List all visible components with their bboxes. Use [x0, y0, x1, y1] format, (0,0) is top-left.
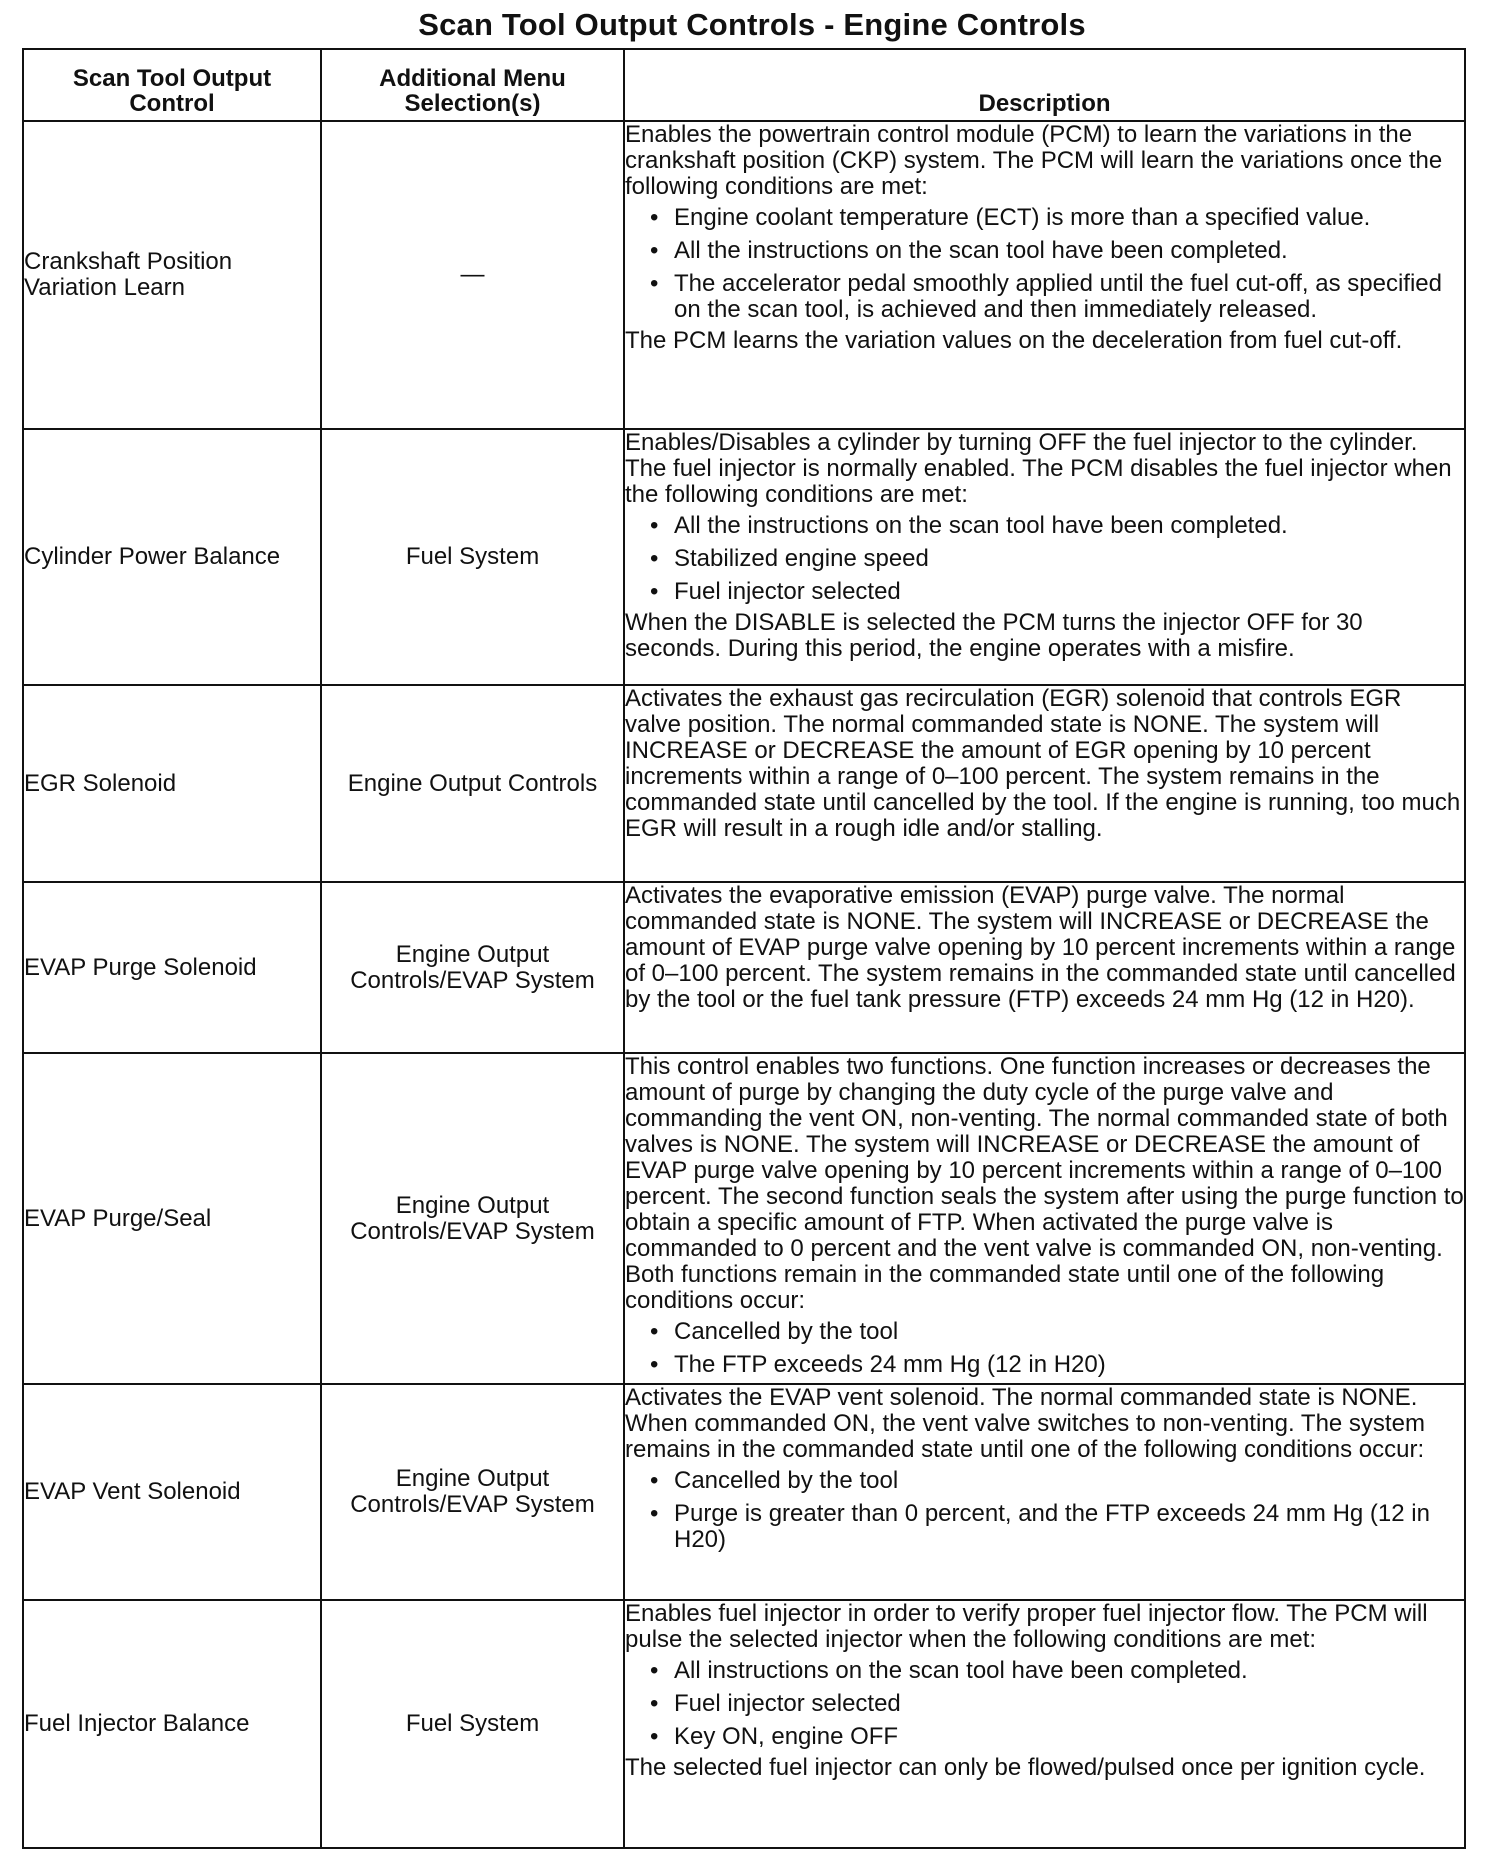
column-header-description: Description: [624, 49, 1465, 121]
menu-selection-cell: Engine Output Controls/EVAP System: [321, 1384, 624, 1600]
description-note: When the DISABLE is selected the PCM turns the injector OFF for 30 seconds. During this period, the engine operates with a misfire.: [625, 609, 1363, 662]
table-row: [23, 121, 1465, 429]
condition-list: [625, 513, 1464, 605]
description-cell: [624, 1384, 1465, 1600]
page-title: Scan Tool Output Controls - Engine Controls: [418, 7, 1086, 42]
control-name-cell: EVAP Purge Solenoid: [23, 882, 321, 1053]
description-cell: [624, 882, 1465, 1053]
description-text: Enables fuel injector in order to verify proper fuel injector flow. The PCM will pulse the selected injector when the following conditions are met:: [625, 1600, 1428, 1653]
list-item: • All the instructions on the scan tool have been completed.: [650, 513, 1464, 539]
control-name-cell: Fuel Injector Balance: [23, 1600, 321, 1848]
output-controls-table: [22, 48, 1466, 1849]
table-row: [23, 685, 1465, 882]
condition-list: [625, 1658, 1464, 1750]
list-item: • All instructions on the scan tool have been completed.: [650, 1658, 1464, 1684]
control-name-cell: EGR Solenoid: [23, 685, 321, 882]
condition-list: [625, 1319, 1464, 1378]
column-header-control: Scan Tool Output Control: [23, 49, 321, 121]
description-text: Activates the exhaust gas recirculation (EGR) solenoid that controls EGR valve position. The normal commanded state is NONE. The system will INCREASE or DECREASE the amount of EGR opening by 10 percent increments within a range of 0–100 percent. The system remains in the commanded state until cancelled by the tool. If the engine is running, too much EGR will result in a rough idle and/or stalling.: [625, 685, 1461, 842]
list-item: • Purge is greater than 0 percent, and the FTP exceeds 24 mm Hg (12 in H20): [650, 1501, 1464, 1553]
description-text: Enables the powertrain control module (PCM) to learn the variations in the crankshaft position (CKP) system. The PCM will learn the variations once the following conditions are met:: [625, 121, 1443, 200]
condition-list: [625, 205, 1464, 323]
table-row: [23, 1384, 1465, 1600]
description-note: The PCM learns the variation values on the deceleration from fuel cut-off.: [625, 327, 1403, 354]
condition-list: [625, 1468, 1464, 1553]
table-row: [23, 1600, 1465, 1848]
list-item: • Stabilized engine speed: [650, 546, 1464, 572]
menu-selection-cell: Engine Output Controls/EVAP System: [321, 1053, 624, 1384]
menu-selection-cell: Engine Output Controls/EVAP System: [321, 882, 624, 1053]
description-note: The selected fuel injector can only be flowed/pulsed once per ignition cycle.: [625, 1754, 1426, 1781]
description-text: Activates the EVAP vent solenoid. The normal commanded state is NONE. When commanded ON, the vent valve switches to non-venting. The system remains in the commanded state until one of the following conditions occur:: [625, 1384, 1425, 1463]
list-item: • The accelerator pedal smoothly applied until the fuel cut-off, as specified on the scan tool, is achieved and then immediately released.: [650, 271, 1464, 323]
description-cell: [624, 429, 1465, 685]
description-cell: [624, 1600, 1465, 1848]
menu-selection-cell: Engine Output Controls: [321, 685, 624, 882]
description-cell: [624, 685, 1465, 882]
table-row: [23, 429, 1465, 685]
list-item: • Fuel injector selected: [650, 1691, 1464, 1717]
description-text: Enables/Disables a cylinder by turning OFF the fuel injector to the cylinder. The fuel injector is normally enabled. The PCM disables the fuel injector when the following conditions are met:: [625, 429, 1452, 508]
description-cell: [624, 1053, 1465, 1384]
list-item: • Key ON, engine OFF: [650, 1724, 1464, 1750]
description-text: Activates the evaporative emission (EVAP) purge valve. The normal commanded state is NONE. The system will INCREASE or DECREASE the amount of EVAP purge valve opening by 10 percent increments within a range of 0–100 percent. The system remains in the commanded state until cancelled by the tool or the fuel tank pressure (FTP) exceeds 24 mm Hg (12 in H20).: [625, 882, 1456, 1013]
menu-selection-cell: Fuel System: [321, 1600, 624, 1848]
table-row: [23, 1053, 1465, 1384]
table-row: [23, 882, 1465, 1053]
control-name-cell: EVAP Vent Solenoid: [23, 1384, 321, 1600]
list-item: • Fuel injector selected: [650, 579, 1464, 605]
menu-selection-cell: Fuel System: [321, 429, 624, 685]
control-name-cell: Crankshaft Position Variation Learn: [23, 121, 321, 429]
table-body: [23, 121, 1465, 1848]
description-cell: [624, 121, 1465, 429]
control-name-cell: Cylinder Power Balance: [23, 429, 321, 685]
control-name-cell: EVAP Purge/Seal: [23, 1053, 321, 1384]
description-text: This control enables two functions. One function increases or decreases the amount of purge by changing the duty cycle of the purge valve and commanding the vent ON, non-venting. The normal commanded state of both valves is NONE. The system will INCREASE or DECREASE the amount of EVAP purge valve opening by 10 percent increments within a range of 0–100 percent. The second function seals the system after using the purge function to obtain a specific amount of FTP. When activated the purge valve is commanded to 0 percent and the vent valve is commanded ON, non-venting. Both functions remain in the commanded state until one of the following conditions occur:: [625, 1053, 1464, 1314]
list-item: • Engine coolant temperature (ECT) is more than a specified value.: [650, 205, 1464, 231]
list-item: • All the instructions on the scan tool have been completed.: [650, 238, 1464, 264]
table-header-row: [23, 49, 1465, 121]
list-item: • Cancelled by the tool: [650, 1468, 1464, 1494]
list-item: • Cancelled by the tool: [650, 1319, 1464, 1345]
list-item: • The FTP exceeds 24 mm Hg (12 in H20): [650, 1352, 1464, 1378]
column-header-menu: Additional Menu Selection(s): [321, 49, 624, 121]
menu-selection-cell: —: [321, 121, 624, 429]
